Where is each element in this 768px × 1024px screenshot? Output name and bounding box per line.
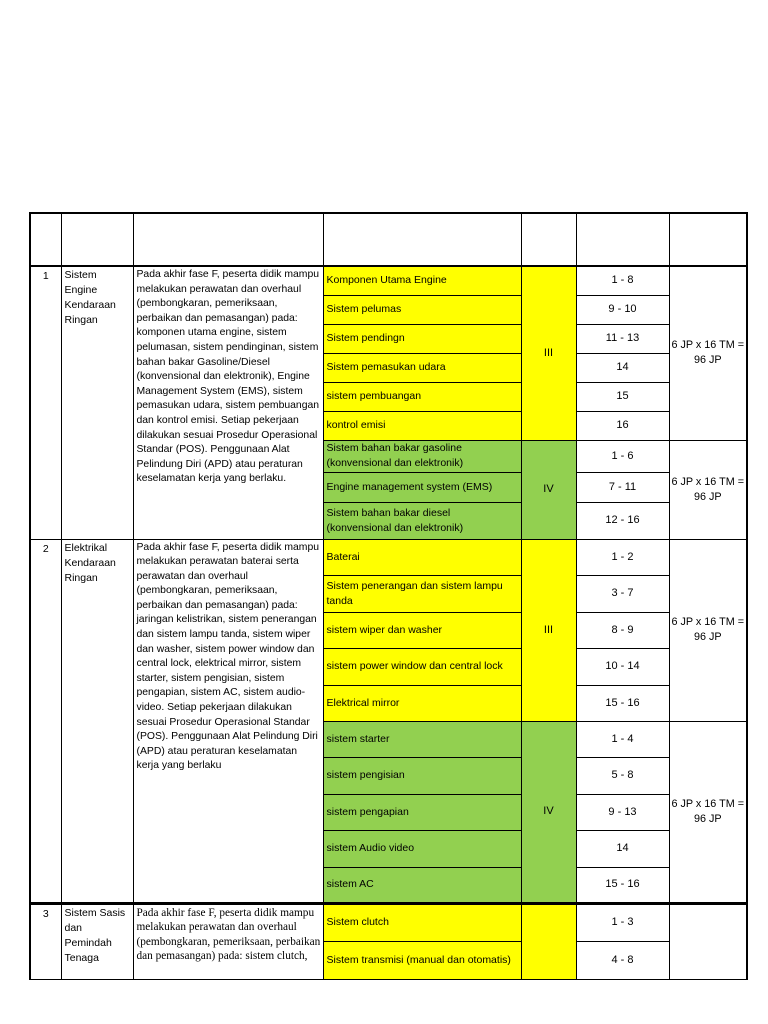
- topic-cell: sistem wiper dan washer: [323, 612, 521, 648]
- learning-goal: Pada akhir fase F, peserta didik mampu melakukan perawatan dan overhaul (pembongkaran, pemeriksaan, perbaikan dan pemasangan) pada: sistem clutch,: [133, 903, 323, 979]
- week-cell: 15 - 16: [576, 685, 669, 721]
- learning-goal: Pada akhir fase F, peserta didik mampu melakukan perawatan baterai serta perawatan dan overhaul (pembongkaran, pemeriksaan, perbaikan dan pemasangan) pada: jaringan kelistrikan, sistem penerangan dan sistem lampu tanda, sistem wiper dan washer, sistem power window dan central lock, elektrical mirror, sistem starter, sistem pengisian, sistem pengapian, sistem AC, sistem audio-video. Setiap pekerjaan dilakukan sesuai Prosedur Operasional Standar (POS). Penggunaan Alat Pelindung Diri (APD) atau peraturan keselamatan kerja yang berlaku: [133, 539, 323, 903]
- week-cell: 1 - 6: [576, 440, 669, 472]
- topic-cell: sistem pengisian: [323, 757, 521, 794]
- jp-cell: [669, 903, 747, 979]
- week-cell: 1 - 3: [576, 903, 669, 941]
- topic-cell: sistem Audio video: [323, 830, 521, 867]
- table-row: [30, 539, 747, 575]
- table-row: [30, 266, 747, 295]
- topic-cell: kontrol emisi: [323, 411, 521, 440]
- topic-cell: Elektrical mirror: [323, 685, 521, 721]
- week-cell: 15 - 16: [576, 867, 669, 903]
- topic-cell: Sistem clutch: [323, 903, 521, 941]
- header-cell-goal: [133, 213, 323, 266]
- week-cell: 9 - 13: [576, 794, 669, 830]
- week-cell: 14: [576, 830, 669, 867]
- header-cell-phase: [521, 213, 576, 266]
- week-cell: 1 - 8: [576, 266, 669, 295]
- jp-cell: 6 JP x 16 TM = 96 JP: [669, 266, 747, 440]
- element-name: Sistem Sasis dan Pemindah Tenaga: [61, 903, 133, 979]
- phase-cell: IV: [521, 440, 576, 539]
- week-cell: 16: [576, 411, 669, 440]
- header-cell-jp: [669, 213, 747, 266]
- topic-cell: sistem power window dan central lock: [323, 648, 521, 685]
- header-cell-topic: [323, 213, 521, 266]
- week-cell: 11 - 13: [576, 324, 669, 353]
- week-cell: 7 - 11: [576, 472, 669, 502]
- topic-cell: sistem pengapian: [323, 794, 521, 830]
- topic-cell: Sistem transmisi (manual dan otomatis): [323, 941, 521, 979]
- phase-cell: IV: [521, 721, 576, 903]
- phase-cell: III: [521, 539, 576, 721]
- topic-cell: sistem starter: [323, 721, 521, 757]
- jp-cell: 6 JP x 16 TM = 96 JP: [669, 440, 747, 539]
- table-row: [30, 903, 747, 941]
- week-cell: 12 - 16: [576, 502, 669, 539]
- row-number: 3: [30, 903, 61, 979]
- week-cell: 4 - 8: [576, 941, 669, 979]
- jp-cell: 6 JP x 16 TM = 96 JP: [669, 721, 747, 903]
- curriculum-table: [29, 212, 748, 980]
- week-cell: 10 - 14: [576, 648, 669, 685]
- learning-goal: Pada akhir fase F, peserta didik mampu melakukan perawatan dan overhaul (pembongkaran, pemeriksaan, perbaikan dan pemasangan) pada: komponen utama engine, sistem pelumasan, sistem pendinginan, sistem bahan bakar Gasoline/Diesel (konvensional dan elektronik), Engine Management System (EMS), sistem pemasukan udara, sistem pembuangan dan kontrol emisi. Setiap pekerjaan dilakukan sesuai Prosedur Operasional Standar (POS). Penggunaan Alat Pelindung Diri (APD) atau peraturan keselamatan kerja yang berlaku.: [133, 266, 323, 539]
- week-cell: 1 - 2: [576, 539, 669, 575]
- topic-cell: Sistem pelumas: [323, 295, 521, 324]
- week-cell: 15: [576, 382, 669, 411]
- week-cell: 1 - 4: [576, 721, 669, 757]
- topic-cell: sistem pembuangan: [323, 382, 521, 411]
- jp-cell: 6 JP x 16 TM = 96 JP: [669, 539, 747, 721]
- phase-cell: [521, 903, 576, 979]
- week-cell: 3 - 7: [576, 575, 669, 612]
- topic-cell: Sistem bahan bakar gasoline (konvensional dan elektronik): [323, 440, 521, 472]
- topic-cell: Komponen Utama Engine: [323, 266, 521, 295]
- header-cell-no: [30, 213, 61, 266]
- week-cell: 14: [576, 353, 669, 382]
- topic-cell: Baterai: [323, 539, 521, 575]
- element-name: Elektrikal Kendaraan Ringan: [61, 539, 133, 903]
- header-cell-element: [61, 213, 133, 266]
- topic-cell: Engine management system (EMS): [323, 472, 521, 502]
- row-number: 1: [30, 266, 61, 539]
- topic-cell: Sistem pemasukan udara: [323, 353, 521, 382]
- week-cell: 8 - 9: [576, 612, 669, 648]
- curriculum-table-container: [29, 212, 748, 980]
- topic-cell: sistem AC: [323, 867, 521, 903]
- phase-cell: III: [521, 266, 576, 440]
- header-cell-week: [576, 213, 669, 266]
- topic-cell: Sistem penerangan dan sistem lampu tanda: [323, 575, 521, 612]
- topic-cell: Sistem bahan bakar diesel (konvensional dan elektronik): [323, 502, 521, 539]
- header-row: [30, 213, 747, 266]
- week-cell: 5 - 8: [576, 757, 669, 794]
- topic-cell: Sistem pendingn: [323, 324, 521, 353]
- week-cell: 9 - 10: [576, 295, 669, 324]
- element-name: Sistem Engine Kendaraan Ringan: [61, 266, 133, 539]
- row-number: 2: [30, 539, 61, 903]
